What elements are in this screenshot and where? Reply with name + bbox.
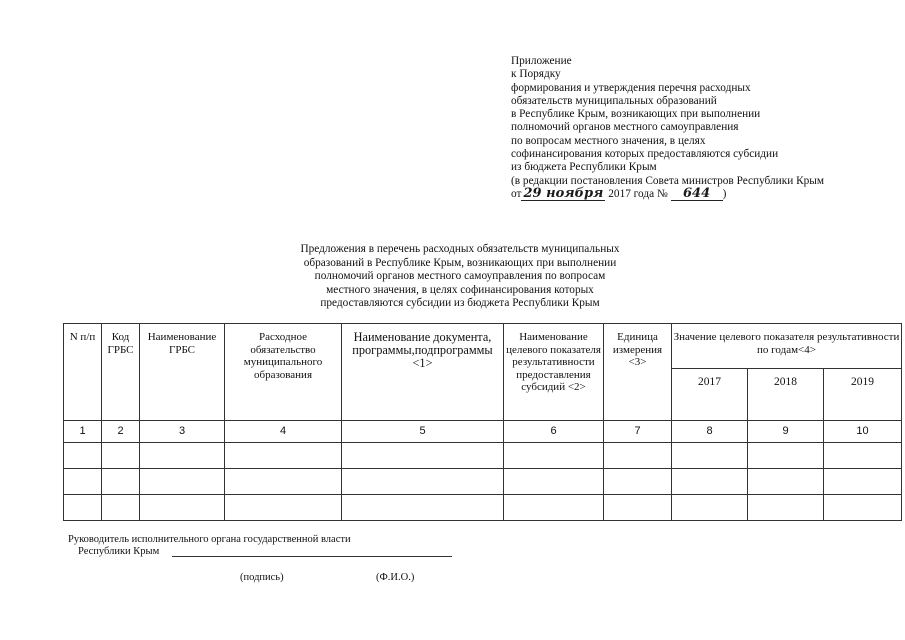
title-line: предоставляются субсидии из бюджета Республики Крым bbox=[320, 297, 600, 309]
signature-block bbox=[68, 534, 415, 583]
title-line: местного значения, в целях софинансирования которых bbox=[326, 283, 594, 296]
column-number: 3 bbox=[140, 421, 225, 443]
table-row bbox=[64, 443, 902, 469]
title-line: образований в Республике Крым, возникающих при выполнении bbox=[303, 256, 617, 269]
title-line: полномочий органов местного самоуправления по вопросам bbox=[314, 270, 606, 282]
column-number: 8 bbox=[672, 421, 748, 443]
column-number: 1 bbox=[64, 421, 102, 443]
signature-position: Руководитель исполнительного органа государственной власти bbox=[68, 534, 351, 545]
closing-bracket: ) bbox=[722, 187, 727, 200]
header-code: Код ГРБС bbox=[102, 324, 140, 421]
header-indicator: Наименование целевого показателя результативности предоставления субсидий <2> bbox=[504, 324, 604, 421]
appendix-line: к Порядку bbox=[511, 68, 561, 81]
column-number: 2 bbox=[102, 421, 140, 443]
header-n: N п/п bbox=[64, 324, 102, 421]
signature-line bbox=[172, 556, 452, 557]
column-number-row bbox=[64, 421, 902, 443]
edition-date-line bbox=[511, 185, 891, 201]
header-year: 2017 bbox=[672, 369, 748, 421]
document-title bbox=[270, 243, 650, 311]
signature-caption-sign: (подпись) bbox=[240, 572, 284, 583]
column-number: 6 bbox=[504, 421, 604, 443]
appendix-block bbox=[511, 55, 891, 201]
table-row bbox=[64, 469, 902, 495]
year-text: 2017 года № bbox=[608, 187, 668, 200]
signature-region: Республики Крым bbox=[78, 546, 160, 557]
handwritten-number: 644 bbox=[671, 188, 723, 201]
title-line: Предложения в перечень расходных обязательств муниципальных bbox=[300, 243, 620, 255]
appendix-line: из бюджета Республики Крым bbox=[511, 161, 657, 174]
handwritten-date: 29 ноября bbox=[521, 188, 605, 201]
header-year: 2019 bbox=[824, 369, 902, 421]
header-target: Значение целевого показателя результативности по годам<4> bbox=[672, 324, 902, 369]
column-number: 4 bbox=[225, 421, 342, 443]
appendix-line: по вопросам местного значения, в целях bbox=[511, 134, 706, 147]
header-document: Наименование документа, программы,подпрограммы <1> bbox=[342, 324, 504, 421]
proposals-table bbox=[63, 323, 902, 521]
column-number: 5 bbox=[342, 421, 504, 443]
column-number: 7 bbox=[604, 421, 672, 443]
appendix-line: Приложение bbox=[511, 55, 572, 67]
appendix-line: полномочий органов местного самоуправления bbox=[511, 121, 739, 134]
header-grbs-name: Наименование ГРБС bbox=[140, 324, 225, 421]
header-year: 2018 bbox=[748, 369, 824, 421]
table-row bbox=[64, 495, 902, 521]
signature-caption-name: (Ф.И.О.) bbox=[376, 572, 415, 583]
appendix-line: в Республике Крым, возникающих при выполнении bbox=[511, 108, 761, 121]
appendix-line: формирования и утверждения перечня расходных bbox=[511, 81, 751, 94]
date-prefix: от bbox=[511, 187, 522, 200]
header-obligation: Расходное обязательство муниципального образования bbox=[225, 324, 342, 421]
column-number: 10 bbox=[824, 421, 902, 443]
column-number: 9 bbox=[748, 421, 824, 443]
header-unit: Единица измерения <3> bbox=[604, 324, 672, 421]
appendix-line: софинансирования которых предоставляются субсидии bbox=[511, 148, 779, 161]
appendix-line: обязательств муниципальных образований bbox=[511, 94, 717, 107]
appendix-line: (в редакции постановления Совета министров Республики Крым bbox=[511, 174, 824, 187]
